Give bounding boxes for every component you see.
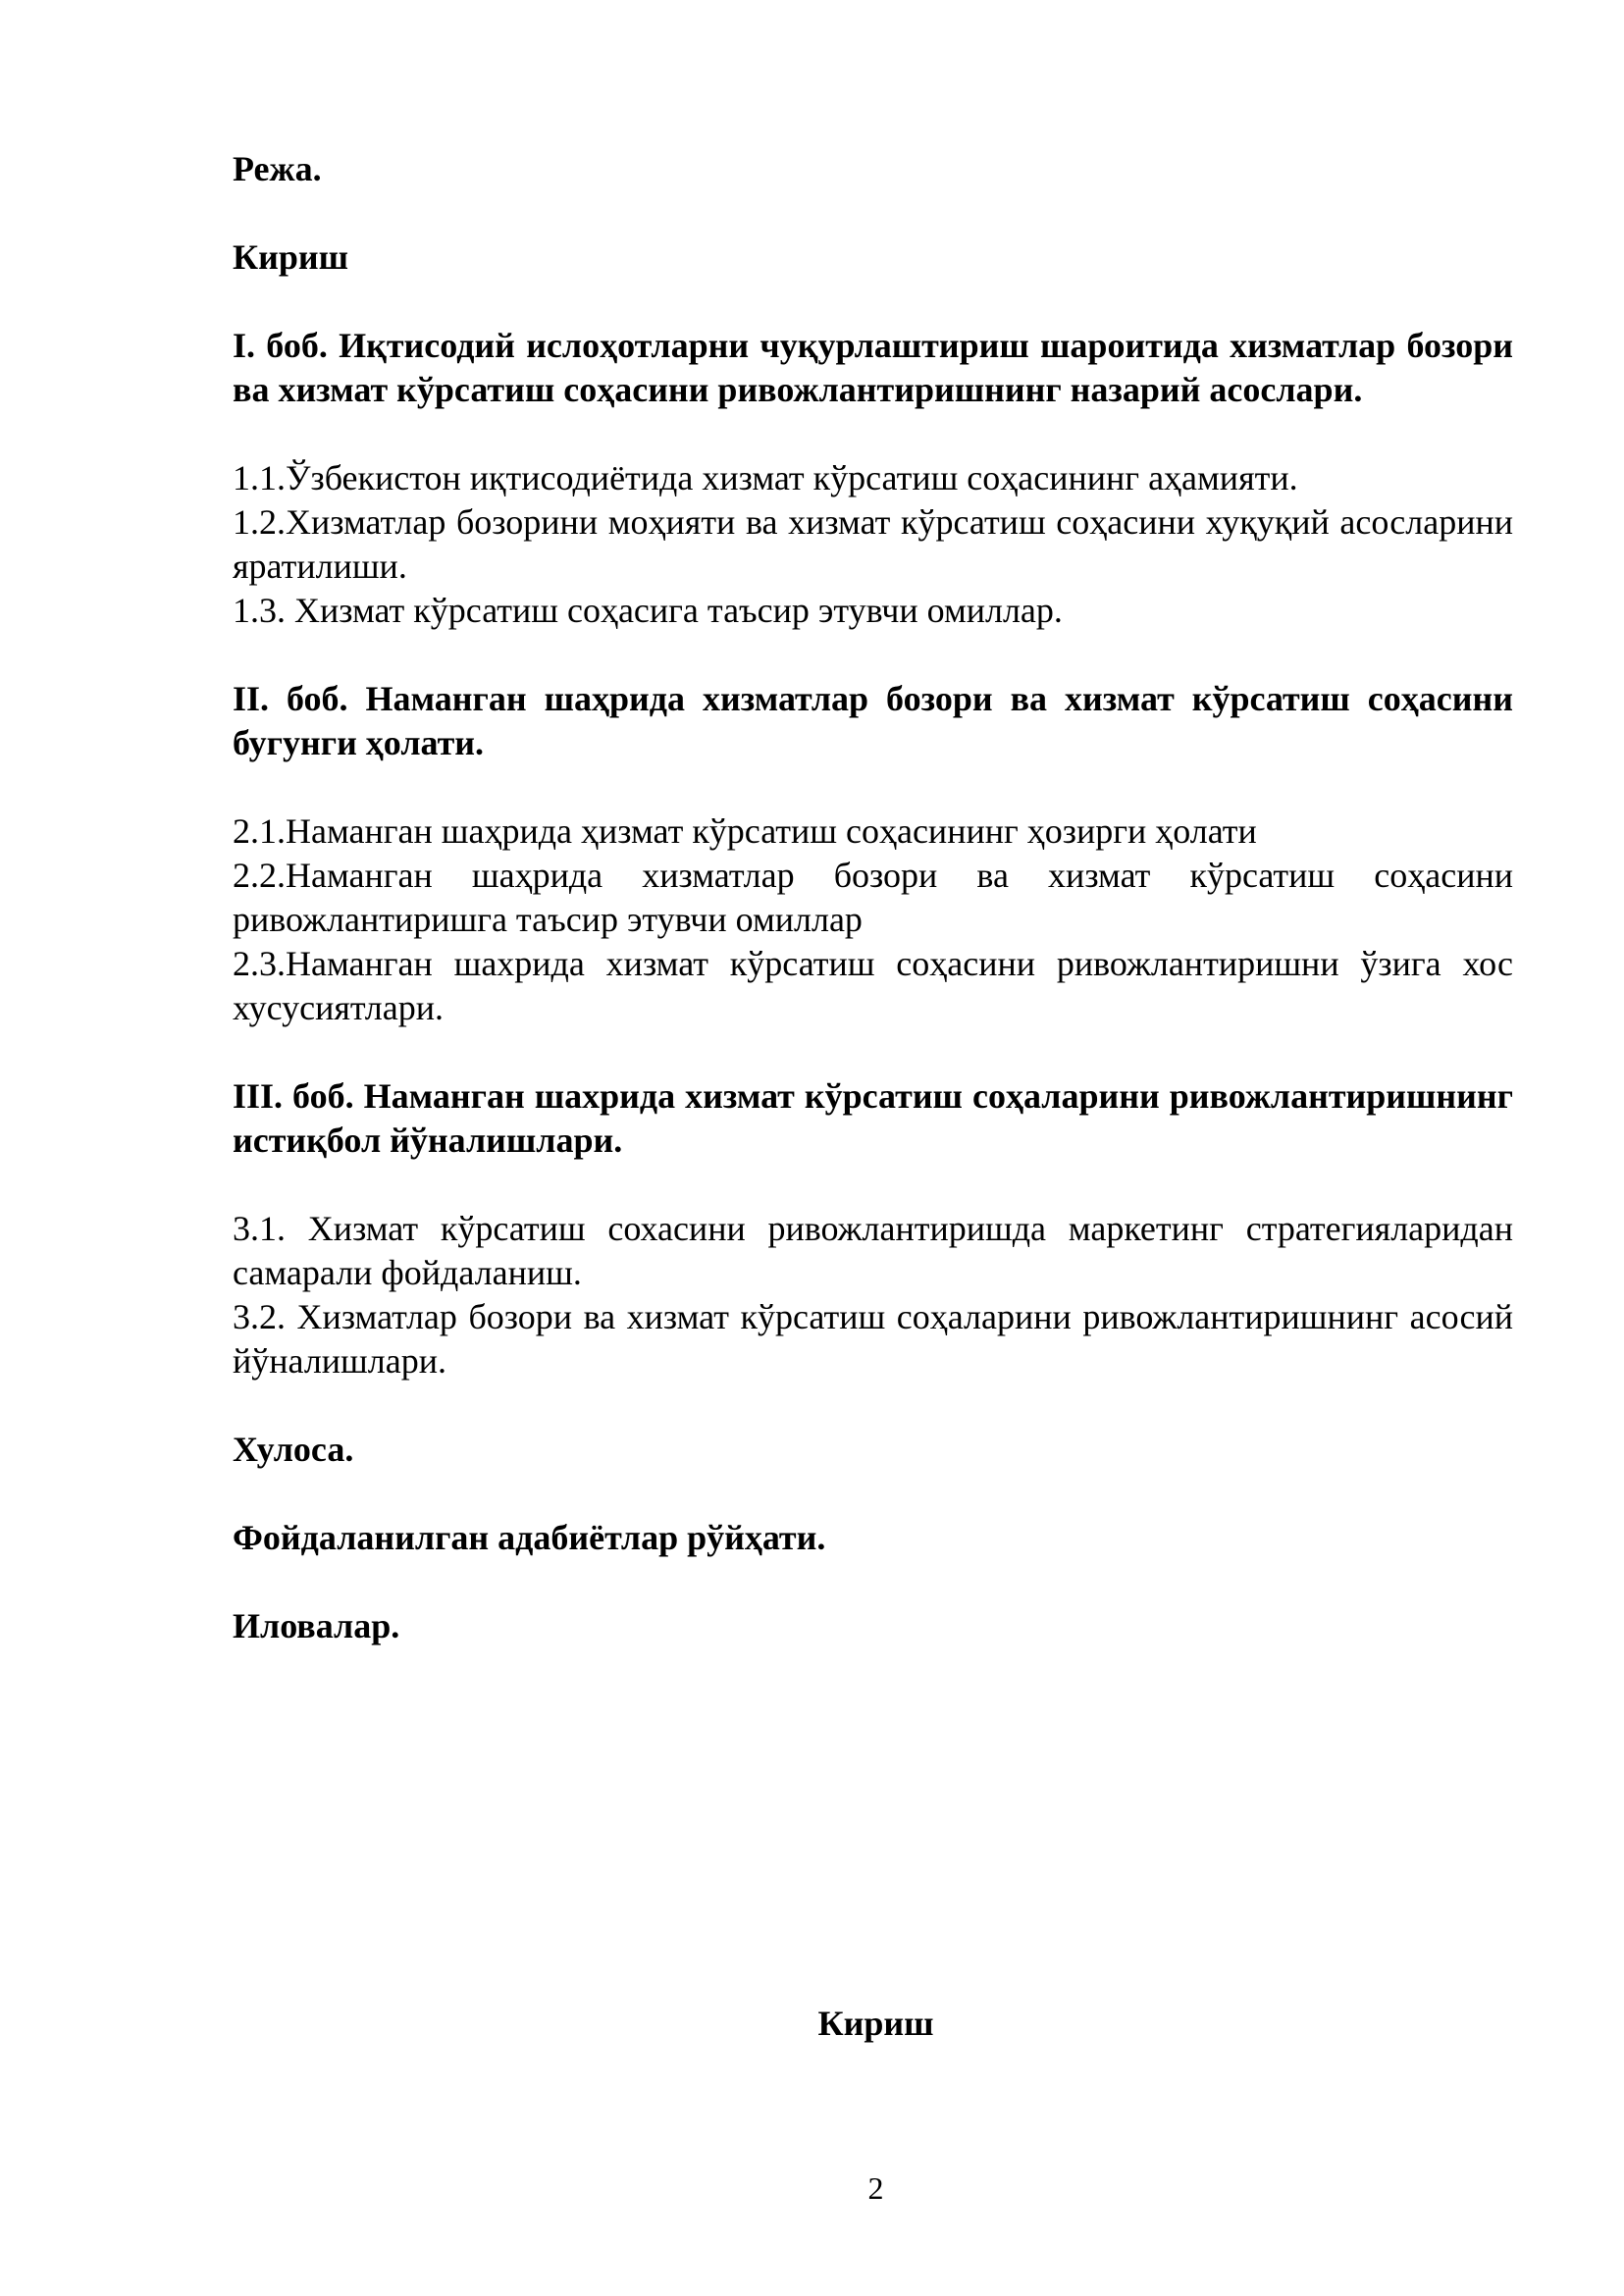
chapter-2-item-1: 2.1.Наманган шаҳрида ҳизмат кўрсатиш соҳасининг ҳозирги ҳолати (233, 811, 1257, 851)
chapter-3-item-2: 3.2. Хизматлар бозори ва хизмат кўрсатиш соҳаларини ривожлантиришнинг асосий йўналишлари. (233, 1297, 1513, 1381)
chapter-1-item-2: 1.2.Хизматлар бозорини моҳияти ва хизмат кўрсатиш соҳасини хуқуқий асосларини яратилиши. (233, 502, 1513, 586)
section-heading: Кириш (817, 2004, 934, 2043)
chapter-1-title: I. боб. Иқтисодий ислоҳотларни чуқурлаштириш шароитида хизматлар бозори ва хизмат кўрсатиш соҳасини ривожлантиришнинг назарий асослари. (233, 326, 1513, 409)
chapter-3-title: III. боб. Наманган шахрида хизмат кўрсатиш соҳаларини ривожлантиришнинг истиқбол йўналишлари. (233, 1076, 1513, 1160)
chapter-3-item-1: 3.1. Хизмат кўрсатиш сохасини ривожлантиришда маркетинг стратегияларидан самарали фойдаланиш. (233, 1209, 1513, 1292)
chapter-1-item-3: 1.3. Хизмат кўрсатиш соҳасига таъсир этувчи омиллар. (233, 591, 1063, 630)
chapter-2-item-2: 2.2.Наманган шаҳрида хизматлар бозори ва хизмат кўрсатиш соҳасини ривожлантиришга таъсир этувчи омиллар (233, 856, 1513, 939)
references-title: Фойдаланилган адабиётлар рўйҳати. (233, 1518, 826, 1557)
plan-title: Режа. (233, 149, 322, 188)
conclusion-title: Хулоса. (233, 1430, 354, 1469)
intro-title: Кириш (233, 237, 349, 277)
chapter-2-title: II. боб. Наманган шаҳрида хизматлар бозори ва хизмат кўрсатиш соҳасини бугунги ҳолати. (233, 679, 1513, 762)
page-number: 2 (867, 2170, 884, 2206)
appendices-title: Иловалар. (233, 1606, 400, 1645)
table-of-contents (233, 147, 1513, 1648)
chapter-2-item-3: 2.3.Наманган шахрида хизмат кўрсатиш соҳасини ривожлантиришни ўзига хос хусусиятлари. (233, 944, 1513, 1027)
chapter-1-item-1: 1.1.Ўзбекистон иқтисодиётида хизмат кўрсатиш соҳасининг аҳамияти. (233, 458, 1298, 497)
